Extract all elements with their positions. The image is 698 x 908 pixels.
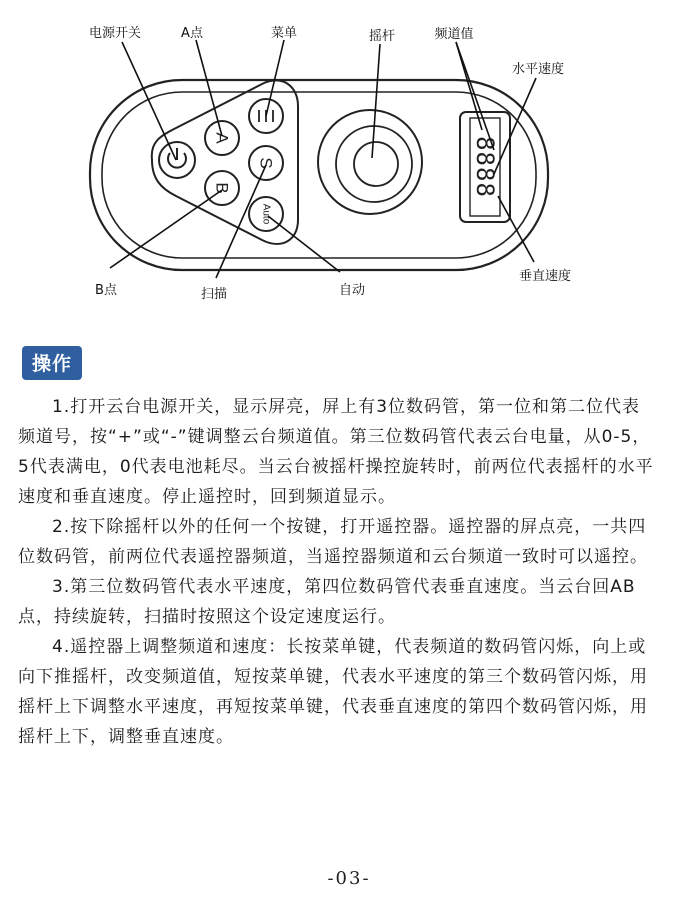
b-button-label: B [212, 182, 232, 194]
label-a-point: A点 [181, 26, 203, 41]
display-digits: 8888 [471, 136, 499, 198]
joystick[interactable] [318, 110, 422, 214]
label-scan: 扫描 [200, 287, 228, 302]
label-channel: 频道值 [434, 27, 474, 42]
remote-control-diagram [0, 0, 698, 330]
label-b-point: B点 [95, 283, 117, 298]
auto-button-label: Auto [260, 203, 272, 225]
b-button[interactable] [205, 171, 239, 205]
a-button[interactable] [205, 121, 239, 155]
label-v-speed: 垂直速度 [518, 269, 572, 284]
paragraph-3: 3.第三位数码管代表水平速度，第四位数码管代表垂直速度。当云台回AB点，持续旋转，扫描时按照这个设定速度运行。 [18, 577, 636, 627]
paragraph-4: 4.遥控器上调整频道和速度：长按菜单键，代表频道的数码管闪烁，向上或向下推摇杆，改变频道值，短按菜单键，代表水平速度的第三个数码管闪烁，用摇杆上下调整水平速度，再短按菜单键，代表垂直速度的第四个数码管闪烁，用摇杆上下，调整垂直速度。 [18, 637, 648, 747]
page-number: -03- [327, 868, 371, 889]
scan-button[interactable] [249, 146, 283, 180]
auto-button[interactable] [249, 197, 283, 231]
power-button[interactable] [159, 142, 195, 178]
scan-button-label: S [256, 157, 276, 169]
a-button-label: A [212, 132, 232, 144]
instructions [18, 392, 658, 752]
paragraph-1: 1.打开云台电源开关，显示屏亮，屏上有3位数码管，第一位和第二位代表频道号，按“+”或“-”键调整云台频道值。第三位数码管代表云台电量，从0-5，5代表满电，0代表电池耗尽。当云台被摇杆操控旋转时，前两位代表摇杆的水平速度和垂直速度。停止遥控时，回到频道显示。 [18, 397, 654, 507]
paragraph-2: 2.按下除摇杆以外的任何一个按键，打开遥控器。遥控器的屏点亮，一共四位数码管，前两位代表遥控器频道，当遥控器频道和云台频道一致时可以遥控。 [18, 517, 648, 567]
section-heading: 操作 [22, 346, 82, 380]
label-auto: 自动 [338, 283, 366, 298]
label-menu: 菜单 [270, 26, 298, 41]
label-joystick: 摇杆 [368, 29, 396, 44]
label-power: 电源开关 [88, 26, 142, 41]
label-h-speed: 水平速度 [511, 62, 565, 77]
